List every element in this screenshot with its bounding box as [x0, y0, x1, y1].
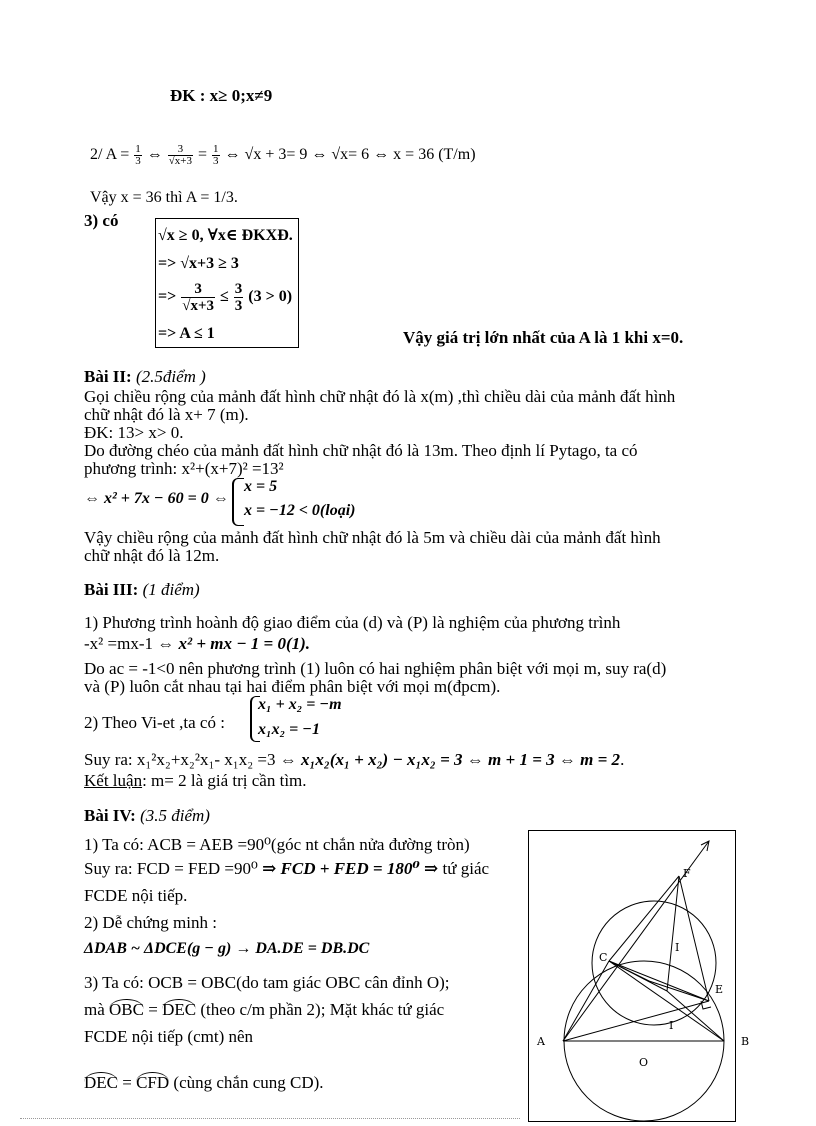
- text: (cùng chắn cung CD).: [169, 1073, 324, 1092]
- bai3-line-7: [84, 771, 307, 791]
- bai4-line-2: [84, 859, 489, 879]
- bai2-heading: [84, 367, 206, 387]
- bai3-line-4: và (P) luôn cắt nhau tại hai điểm phân biệt với mọi m(đpcm).: [84, 677, 501, 696]
- system-brace: [232, 478, 244, 526]
- bai2-conclusion-2: chữ nhật đó là 12m.: [84, 546, 220, 565]
- fraction-3-over: [181, 281, 215, 314]
- bai2-root-1: x = 5: [244, 478, 278, 495]
- arc-cfd: CFD: [136, 1073, 170, 1092]
- line-fe: [679, 876, 709, 1001]
- bai4-line-5: ΔDAB ~ ΔDCE(g − g) → DA.DE = DB.DC: [84, 940, 370, 957]
- label-b: B: [741, 1035, 750, 1048]
- arc-dec: DEC: [162, 1000, 197, 1019]
- bai2-title: Bài II:: [84, 367, 132, 386]
- conclusion-label: Kết luận: [84, 771, 143, 790]
- line-fd: [667, 876, 679, 991]
- frac-den: √x+3: [168, 155, 193, 167]
- frac-num: 3: [181, 281, 215, 298]
- frac-num: 3: [234, 281, 243, 297]
- conclusion-text: : m= 2 là giá trị cần tìm.: [142, 771, 307, 790]
- part2-equation: [90, 144, 476, 167]
- label-a: A: [537, 1035, 545, 1048]
- line-ca: [563, 961, 609, 1041]
- part2-prefix: 2/ A =: [90, 146, 130, 164]
- bai4-line-4: 2) Dễ chứng minh :: [84, 913, 217, 932]
- bai2-line-2: chữ nhật đó là x+ 7 (m).: [84, 405, 249, 424]
- frac-num: 1: [135, 143, 141, 155]
- part2-rest: ⇔ √x + 3= 9 ⇔ √x= 6 ⇔ x = 36 (T/m): [224, 146, 476, 164]
- label-i-top: I: [675, 941, 680, 954]
- bai2-points: (2.5điểm ): [135, 367, 206, 386]
- box-line-1: √x ≥ 0, ∀x∈ ĐKXĐ.: [158, 227, 293, 244]
- line-ce: [609, 961, 709, 1001]
- box-line-3: [158, 281, 292, 314]
- bai4-line-8: FCDE nội tiếp (cmt) nên: [84, 1027, 254, 1046]
- part3-conclusion: Vậy giá trị lớn nhất của A là 1 khi x=0.: [403, 328, 684, 347]
- bai3-points: (1 điểm): [142, 580, 200, 599]
- part2-conclusion: Vậy x = 36 thì A = 1/3.: [90, 189, 238, 206]
- bai3-derivation-plain: Suy ra: x₁²x₂+x₂²x₁- x₁x₂ =3: [84, 750, 276, 769]
- bai4-points: (3.5 điểm): [140, 806, 210, 825]
- bai4-line-7: [84, 1000, 444, 1020]
- bai3-line-6: [84, 750, 624, 770]
- box-line-2: => √x+3 ≥ 3: [158, 255, 239, 272]
- frac-den: 3: [135, 155, 141, 167]
- arc-obc: OBC: [109, 1000, 144, 1019]
- bai3-eq-bold: ⇔ x² + mx − 1 = 0(1).: [157, 634, 311, 653]
- geometry-diagram: [529, 831, 750, 1121]
- label-o: O: [639, 1056, 649, 1069]
- label-c: C: [599, 951, 608, 964]
- bai3-line-2: [84, 634, 310, 654]
- frac-num: 3: [168, 144, 193, 156]
- bai3-line-1: 1) Phương trình hoành độ giao điểm của (d) và (P) là nghiệm của phương trình: [84, 613, 621, 632]
- bai2-root-2: x = −12 < 0(loại): [244, 502, 356, 519]
- bai2-line-5: phương trình: x²+(x+7)² =13²: [84, 459, 284, 478]
- vieta-sum: x₁ + x₂ = −m: [258, 696, 342, 713]
- fraction-3-3: [234, 281, 244, 314]
- bai4-line-1: 1) Ta có: ACB = AEB =90⁰(góc nt chắn nửa đường tròn): [84, 835, 470, 854]
- bai2-line-1: Gọi chiều rộng của mảnh đất hình chữ nhật đó là x(m) ,thì chiều dài của mảnh đất hình: [84, 387, 676, 406]
- small-circle: [592, 901, 716, 1025]
- fraction-one-third-2: [212, 144, 220, 167]
- bai4-line-6: 3) Ta có: OCB = OBC(do tam giác OBC cân đỉnh O);: [84, 973, 450, 992]
- text: =: [144, 1000, 163, 1019]
- line-fc: [609, 876, 679, 961]
- le-sign: ≤: [220, 288, 229, 306]
- frac-den: 3: [234, 298, 243, 314]
- fraction-a: [168, 144, 193, 167]
- line-ae: [563, 1001, 709, 1041]
- label-i-bottom: I: [669, 1019, 674, 1032]
- bai4-line-9: [84, 1073, 324, 1093]
- line-db: [667, 991, 724, 1041]
- condition-line: ĐK : x≥ 0;x≠9: [170, 86, 273, 105]
- fraction-one-third: [134, 144, 142, 167]
- line-ci: [609, 961, 649, 981]
- text: =: [118, 1073, 137, 1092]
- bai4-angle-sum: ⇒ FCD + FED = 180⁰ ⇒: [262, 859, 439, 878]
- bai3-line-5: 2) Theo Vi-et ,ta có :: [84, 713, 225, 732]
- bai3-derivation-bold: ⇔ x₁x₂(x₁ + x₂) − x₁x₂ = 3 ⇔ m + 1 = 3 ⇔ m = 2: [279, 750, 621, 769]
- bai2-line-4: Do đường chéo của mảnh đất hình chữ nhật đó là 13m. Theo định lí Pytago, ta có: [84, 441, 638, 460]
- arc-dec-2: DEC: [84, 1073, 118, 1092]
- line-cb: [609, 961, 724, 1041]
- bai4-tu-giac: tứ giác: [442, 859, 490, 878]
- text: mà: [84, 1000, 110, 1019]
- part3-label: 3) có: [84, 211, 119, 230]
- iff-symbol: ⇔: [146, 146, 163, 164]
- bai2-line-3: ĐK: 13> x> 0.: [84, 423, 184, 442]
- label-e: E: [715, 983, 724, 996]
- bai2-conclusion-1: Vậy chiều rộng của mảnh đất hình chữ nhật đó là 5m và chiều dài của mảnh đất hình: [84, 528, 661, 547]
- bai3-heading: [84, 580, 200, 600]
- equals-sign: =: [198, 146, 208, 164]
- text: (theo c/m phần 2); Mặt khác tứ giác: [196, 1000, 445, 1019]
- frac-den: √x+3: [182, 298, 215, 314]
- bai3-line-3: Do ac = -1<0 nên phương trình (1) luôn có hai nghiệm phân biệt với mọi m, suy ra(d): [84, 659, 667, 678]
- geometry-figure: [528, 830, 750, 1122]
- bai3-eq-plain: -x² =mx-1: [84, 634, 153, 653]
- frac-num: 1: [213, 143, 219, 155]
- bai3-title: Bài III:: [84, 580, 139, 599]
- bottom-dotted-rule: [20, 1118, 520, 1119]
- inequality-box: [155, 218, 299, 348]
- bai4-line-3: FCDE nội tiếp.: [84, 886, 188, 905]
- positivity-note: (3 > 0): [248, 288, 293, 306]
- bai4-heading: [84, 806, 210, 826]
- bai2-equation: ⇔ x² + 7x − 60 = 0 ⇔: [84, 490, 229, 507]
- bai4-title: Bài IV:: [84, 806, 136, 825]
- label-f: F: [683, 867, 691, 880]
- bai4-angles: Suy ra: FCD = FED =90⁰: [84, 859, 258, 878]
- implies: =>: [158, 288, 177, 306]
- vieta-product: x₁x₂ = −1: [258, 721, 320, 738]
- box-line-4: => A ≤ 1: [158, 325, 215, 342]
- period: .: [620, 750, 625, 769]
- frac-den: 3: [213, 155, 219, 167]
